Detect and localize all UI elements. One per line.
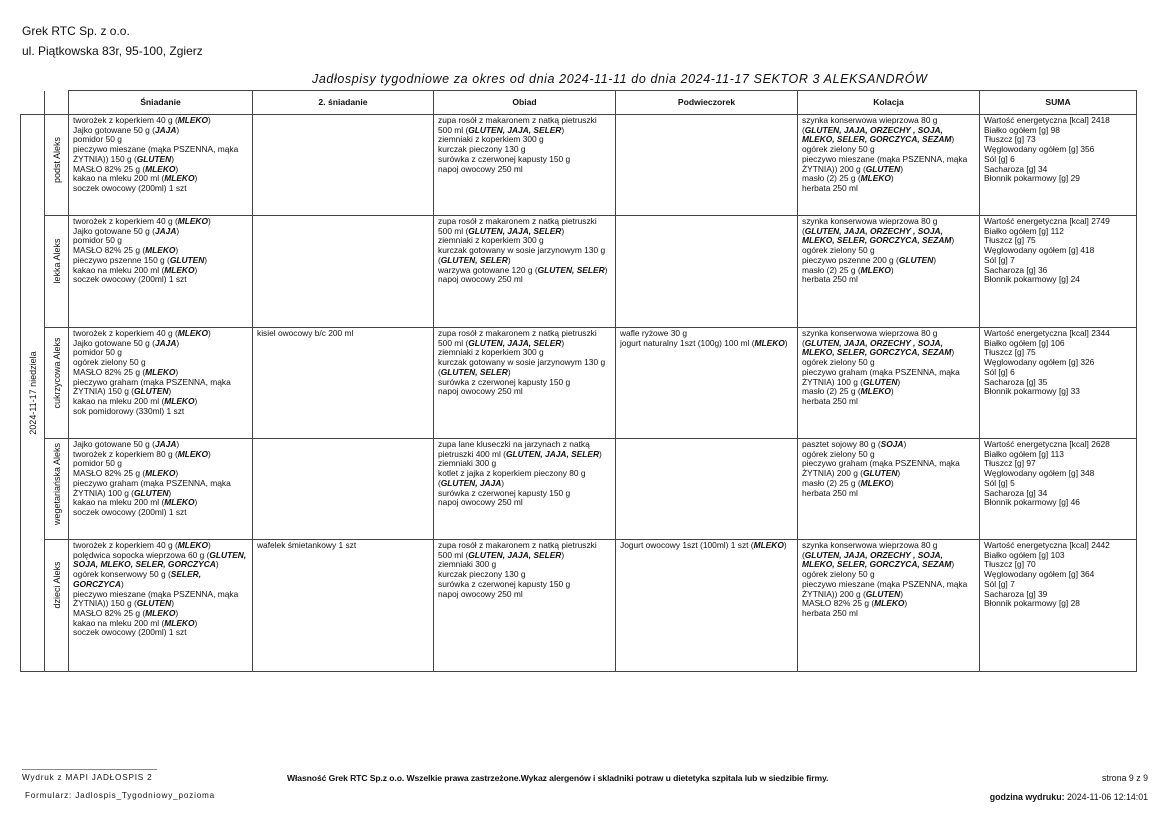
meal-item: Jajko gotowane 50 g (JAJA) (73, 337, 180, 348)
nutrition-value: Białko ogółem [g] 98 (984, 124, 1060, 135)
meal-item: tworożek z koperkiem 40 g (MLEKO) (73, 216, 211, 226)
menu-table (20, 90, 1137, 672)
meal-item: napoj owocowy 250 ml (438, 163, 523, 174)
nutrition-value: Sól [g] 7 (984, 254, 1015, 265)
meal-item: surówka z czerwonej kapusty 150 g (438, 153, 571, 164)
summary-cell (980, 216, 1137, 328)
diet-cell (45, 540, 69, 672)
meal-cell-podwieczorek (616, 439, 798, 540)
diet-cell (45, 115, 69, 216)
diet-label: podst Aleks (51, 136, 62, 184)
col-header-kolacja: Kolacja (798, 91, 980, 115)
nutrition-value: Sól [g] 5 (984, 477, 1015, 488)
meal-cell-kolacja (798, 540, 980, 672)
nutrition-value: Węglowodany ogółem [g] 364 (984, 569, 1095, 580)
meal-item: pieczywo mieszane (mąka PSZENNA, mąka ŻYTNIA)) 200 g (GLUTEN) (802, 578, 968, 599)
nutrition-value: Sacharoza [g] 34 (984, 163, 1048, 174)
nutrition-value: Sacharoza [g] 34 (984, 487, 1048, 498)
meal-item: pieczywo graham (mąka PSZENNA, mąka ŻYTNIA) 200 g (GLUTEN) (802, 458, 960, 479)
meal-cell-kolacja (798, 328, 980, 439)
meal-item: kurczak gotowany w sosie jarzynowym 130 g (GLUTEN, SELER) (438, 357, 606, 377)
meal-item: kurczak pieczony 130 g (438, 144, 526, 155)
meal-item: zupa lane kluseczki na jarzynach z natką pietruszki 400 ml (GLUTEN, JAJA, SELER) (438, 439, 602, 459)
nutrition-value: Białko ogółem [g] 112 (984, 225, 1064, 236)
col-header-suma: SUMA (980, 91, 1137, 115)
nutrition-value: Sacharoza [g] 35 (984, 376, 1048, 387)
diet-label: lekka Aleks (51, 238, 62, 284)
meal-item: jogurt naturalny 1szt (100g) 100 ml (MLEKO) (620, 337, 788, 348)
meal-cell-obiad (434, 115, 616, 216)
meal-item: kurczak gotowany w sosie jarzynowym 130 g (GLUTEN, SELER) (438, 245, 606, 265)
nutrition-value: Wartość energetyczna [kcal] 2418 (984, 115, 1110, 125)
footer-print-time (990, 792, 1148, 802)
meal-item: surówka z czerwonej kapusty 150 g (438, 578, 571, 589)
meal-item: MASŁO 82% 25 g (MLEKO) (73, 366, 179, 377)
meal-item: kakao na mleku 200 ml (MLEKO) (73, 617, 198, 628)
nutrition-value: Błonnik pokarmowy [g] 33 (984, 386, 1080, 397)
meal-item: ogórek konserwowy 50 g (SELER, GORCZYCA) (73, 569, 202, 589)
meal-item: soczek owocowy (200ml) 1 szt (73, 274, 187, 285)
nutrition-value: Tłuszcz [g] 73 (984, 134, 1036, 145)
meal-item: zupa rosół z makaronem z natką pietruszki 500 ml (GLUTEN, JAJA, SELER) (438, 115, 597, 135)
meal-item: ogórek zielony 50 g (73, 357, 146, 368)
meal-cell-drugie-sniadanie (253, 216, 434, 328)
meal-item: zupa rosół z makaronem z natką pietruszki 500 ml (GLUTEN, JAJA, SELER) (438, 216, 597, 236)
meal-item: pieczywo pszenne 150 g (GLUTEN) (73, 254, 208, 265)
meal-item: pomidor 50 g (73, 347, 122, 358)
meal-cell-podwieczorek (616, 328, 798, 439)
col-header-2-sniadanie: 2. śniadanie (253, 91, 434, 115)
meal-cell-kolacja (798, 439, 980, 540)
meal-cell-kolacja (798, 216, 980, 328)
meal-item: ziemniaki 300 g (438, 458, 497, 469)
meal-item: pomidor 50 g (73, 235, 122, 246)
meal-item: masło (2) 25 g (MLEKO) (802, 477, 894, 488)
meal-item: tworożek z koperkiem 40 g (MLEKO) (73, 328, 211, 338)
diet-cell (45, 439, 69, 540)
meal-item: wafle ryżowe 30 g (620, 328, 688, 338)
meal-item: kakao na mleku 200 ml (MLEKO) (73, 497, 198, 508)
diet-label: cukrzycowa Aleks (51, 337, 62, 409)
nutrition-value: Białko ogółem [g] 103 (984, 549, 1065, 560)
meal-cell-sniadanie (69, 540, 253, 672)
meal-cell-sniadanie (69, 439, 253, 540)
meal-item: ogórek zielony 50 g (802, 569, 875, 580)
col-header-podwieczorek: Podwieczorek (616, 91, 798, 115)
meal-item: napoj owocowy 250 ml (438, 588, 523, 599)
meal-item: kotlet z jajka z koperkiem pieczony 80 g (GLUTEN, JAJA) (438, 468, 586, 488)
meal-item: ziemniaki z koperkiem 300 g (438, 235, 544, 246)
meal-item: szynka konserwowa wieprzowa 80 g (GLUTEN, JAJA, ORZECHY , SOJA, MLEKO, SELER, GORCZYCA, SEZAM) (802, 216, 955, 246)
meal-cell-drugie-sniadanie (253, 540, 434, 672)
meal-item: ogórek zielony 50 g (802, 245, 875, 256)
nutrition-value: Tłuszcz [g] 97 (984, 458, 1036, 469)
col-header-obiad: Obiad (434, 91, 616, 115)
meal-item: polędwica sopocka wieprzowa 60 g (GLUTEN, SOJA, MLEKO, SELER, GORCZYCA) (73, 549, 247, 570)
meal-item: pieczywo mieszane (mąka PSZENNA, mąka ŻYTNIA)) 200 g (GLUTEN) (802, 153, 968, 174)
meal-item: ogórek zielony 50 g (802, 448, 875, 459)
meal-item: Jogurt owocowy 1szt (100ml) 1 szt (MLEKO) (620, 540, 787, 550)
meal-item: napoj owocowy 250 ml (438, 386, 523, 397)
nutrition-value: Błonnik pokarmowy [g] 29 (984, 173, 1080, 184)
diet-cell (45, 328, 69, 439)
meal-item: herbata 250 ml (802, 487, 858, 498)
summary-cell (980, 115, 1137, 216)
meal-item: szynka konserwowa wieprzowa 80 g (GLUTEN, JAJA, ORZECHY , SOJA, MLEKO, SELER, GORCZYCA, SEZAM) (802, 540, 955, 570)
meal-item: pomidor 50 g (73, 458, 122, 469)
meal-item: pieczywo graham (mąka PSZENNA, mąka ŻYTNIA) 150 g (GLUTEN) (73, 376, 231, 397)
meal-item: soczek owocowy (200ml) 1 szt (73, 506, 187, 517)
meal-item: Jajko gotowane 50 g (JAJA) (73, 225, 180, 236)
meal-cell-sniadanie (69, 115, 253, 216)
meal-item: tworożek z koperkiem 40 g (MLEKO) (73, 115, 211, 125)
nutrition-value: Tłuszcz [g] 75 (984, 347, 1036, 358)
meal-item: kakao na mleku 200 ml (MLEKO) (73, 395, 198, 406)
meal-item: pieczywo graham (mąka PSZENNA, mąka ŻYTNIA) 100 g (GLUTEN) (73, 477, 231, 498)
meal-cell-drugie-sniadanie (253, 115, 434, 216)
meal-item: kisiel owocowy b/c 200 ml (257, 328, 354, 338)
nutrition-value: Sacharoza [g] 39 (984, 588, 1048, 599)
meal-item: zupa rosół z makaronem z natką pietruszki 500 ml (GLUTEN, JAJA, SELER) (438, 540, 597, 560)
summary-cell (980, 540, 1137, 672)
meal-item: pieczywo graham (mąka PSZENNA, mąka ŻYTNIA) 100 g (GLUTEN) (802, 366, 960, 387)
nutrition-value: Sacharoza [g] 36 (984, 264, 1048, 275)
col-header-sniadanie: Śniadanie (69, 91, 253, 115)
meal-item: herbata 250 ml (802, 182, 858, 193)
meal-item: kurczak pieczony 130 g (438, 569, 526, 580)
summary-cell (980, 439, 1137, 540)
meal-item: tworożek z koperkiem 80 g (MLEKO) (73, 448, 211, 459)
nutrition-value: Węglowodany ogółem [g] 348 (984, 468, 1095, 479)
table-row (21, 439, 1137, 540)
meal-item: napoj owocowy 250 ml (438, 497, 523, 508)
nutrition-value: Błonnik pokarmowy [g] 28 (984, 598, 1080, 609)
meal-cell-obiad (434, 216, 616, 328)
diet-label: wegetariańska Aleks (51, 442, 62, 526)
footer-ownership: Własność Grek RTC Sp.z o.o. Wszelkie prawa zastrzeżone.Wykaz alergenów i skladniki potraw u dietetyka szpitala lub w siedzibie firmy. (287, 773, 829, 783)
footer-rule (22, 769, 157, 770)
footer-print-time-value: 2024-11-06 12:14:01 (1066, 792, 1148, 802)
diet-cell (45, 216, 69, 328)
meal-item: masło (2) 25 g (MLEKO) (802, 386, 894, 397)
diet-label: dzieci Aleks (51, 561, 62, 609)
meal-item: pasztet sojowy 80 g (SOJA) (802, 439, 907, 449)
meal-item: szynka konserwowa wieprzowa 80 g (GLUTEN, JAJA, ORZECHY , SOJA, MLEKO, SELER, GORCZYCA, SEZAM) (802, 328, 955, 358)
meal-item: ziemniaki z koperkiem 300 g (438, 347, 544, 358)
nutrition-value: Sól [g] 6 (984, 153, 1015, 164)
meal-item: Jajko gotowane 50 g (JAJA) (73, 124, 180, 135)
nutrition-value: Sól [g] 6 (984, 366, 1015, 377)
table-row (21, 216, 1137, 328)
meal-item: ogórek zielony 50 g (802, 144, 875, 155)
meal-item: MASŁO 82% 25 g (MLEKO) (73, 468, 179, 479)
meal-item: masło (2) 25 g (MLEKO) (802, 264, 894, 275)
meal-cell-sniadanie (69, 216, 253, 328)
meal-item: surówka z czerwonej kapusty 150 g (438, 487, 571, 498)
date-label: 2024-11-17 niedziela (27, 351, 38, 435)
nutrition-value: Węglowodany ogółem [g] 356 (984, 144, 1095, 155)
meal-item: MASŁO 82% 25 g (MLEKO) (802, 598, 908, 609)
nutrition-value: Błonnik pokarmowy [g] 46 (984, 497, 1080, 508)
meal-item: ziemniaki 300 g (438, 559, 497, 570)
nutrition-value: Białko ogółem [g] 113 (984, 448, 1064, 459)
nutrition-value: Białko ogółem [g] 106 (984, 337, 1065, 348)
meal-item: pomidor 50 g (73, 134, 122, 145)
meal-cell-podwieczorek (616, 115, 798, 216)
nutrition-value: Węglowodany ogółem [g] 326 (984, 357, 1095, 368)
meal-item: pieczywo pszenne 200 g (GLUTEN) (802, 254, 937, 265)
nutrition-value: Wartość energetyczna [kcal] 2628 (984, 439, 1110, 449)
meal-item: ziemniaki z koperkiem 300 g (438, 134, 544, 145)
nutrition-value: Wartość energetyczna [kcal] 2344 (984, 328, 1110, 338)
meal-item: herbata 250 ml (802, 395, 858, 406)
nutrition-value: Węglowodany ogółem [g] 418 (984, 245, 1095, 256)
meal-cell-obiad (434, 540, 616, 672)
meal-cell-obiad (434, 328, 616, 439)
meal-item: soczek owocowy (200ml) 1 szt (73, 627, 187, 638)
nutrition-value: Tłuszcz [g] 75 (984, 235, 1036, 246)
meal-item: pieczywo mieszane (mąka PSZENNA, mąka ŻYTNIA)) 150 g (GLUTEN) (73, 588, 239, 609)
company-address: ul. Piątkowska 83r, 95-100, Zgierz (22, 44, 203, 58)
meal-item: soczek owocowy (200ml) 1 szt (73, 182, 187, 193)
meal-item: napoj owocowy 250 ml (438, 274, 523, 285)
meal-item: kakao na mleku 200 ml (MLEKO) (73, 264, 198, 275)
meal-item: MASŁO 82% 25 g (MLEKO) (73, 607, 179, 618)
meal-item: warzywa gotowane 120 g (GLUTEN, SELER) (438, 264, 608, 275)
table-row (21, 540, 1137, 672)
header-blank-date (21, 91, 45, 115)
meal-item: Jajko gotowane 50 g (JAJA) (73, 439, 180, 449)
table-row (21, 115, 1137, 216)
meal-cell-drugie-sniadanie (253, 439, 434, 540)
page-title: Jadłospisy tygodniowe za okres od dnia 2024-11-11 do dnia 2024-11-17 SEKTOR 3 ALEKSANDRÓW (312, 72, 928, 86)
nutrition-value: Wartość energetyczna [kcal] 2442 (984, 540, 1110, 550)
nutrition-value: Tłuszcz [g] 70 (984, 559, 1036, 570)
footer-printout: Wydruk z MAPI JADŁOSPIS 2 (22, 773, 153, 782)
meal-item: MASŁO 82% 25 g (MLEKO) (73, 245, 179, 256)
footer-form: Formularz: Jadlospis_Tygodniowy_pozioma (25, 791, 216, 800)
company-name: Grek RTC Sp. z o.o. (22, 24, 130, 38)
meal-cell-podwieczorek (616, 216, 798, 328)
meal-item: tworożek z koperkiem 40 g (MLEKO) (73, 540, 211, 550)
meal-item: sok pomidorowy (330ml) 1 szt (73, 405, 185, 416)
meal-cell-drugie-sniadanie (253, 328, 434, 439)
footer-page-number: strona 9 z 9 (1102, 773, 1148, 783)
meal-item: masło (2) 25 g (MLEKO) (802, 173, 894, 184)
meal-item: zupa rosół z makaronem z natką pietruszki 500 ml (GLUTEN, JAJA, SELER) (438, 328, 597, 348)
table-header-row (21, 91, 1137, 115)
meal-item: pieczywo mieszane (mąka PSZENNA, mąka ŻYTNIA)) 150 g (GLUTEN) (73, 144, 239, 164)
meal-item: surówka z czerwonej kapusty 150 g (438, 376, 571, 387)
meal-cell-obiad (434, 439, 616, 540)
meal-item: herbata 250 ml (802, 607, 858, 618)
meal-cell-sniadanie (69, 328, 253, 439)
meal-cell-podwieczorek (616, 540, 798, 672)
meal-cell-kolacja (798, 115, 980, 216)
table-row (21, 328, 1137, 439)
meal-item: herbata 250 ml (802, 274, 858, 285)
meal-item: szynka konserwowa wieprzowa 80 g (GLUTEN, JAJA, ORZECHY , SOJA, MLEKO, SELER, GORCZYCA, SEZAM) (802, 115, 955, 145)
summary-cell (980, 328, 1137, 439)
nutrition-value: Sól [g] 7 (984, 578, 1015, 589)
header-blank-diet (45, 91, 69, 115)
meal-item: kakao na mleku 200 ml (MLEKO) (73, 173, 198, 184)
meal-item: ogórek zielony 50 g (802, 357, 875, 368)
nutrition-value: Wartość energetyczna [kcal] 2749 (984, 216, 1110, 226)
footer-print-time-label: godzina wydruku: (989, 792, 1065, 802)
date-cell (21, 115, 45, 672)
nutrition-value: Błonnik pokarmowy [g] 24 (984, 274, 1080, 285)
meal-item: wafelek śmietankowy 1 szt (257, 540, 357, 550)
meal-item: MASŁO 82% 25 g (MLEKO) (73, 163, 179, 174)
